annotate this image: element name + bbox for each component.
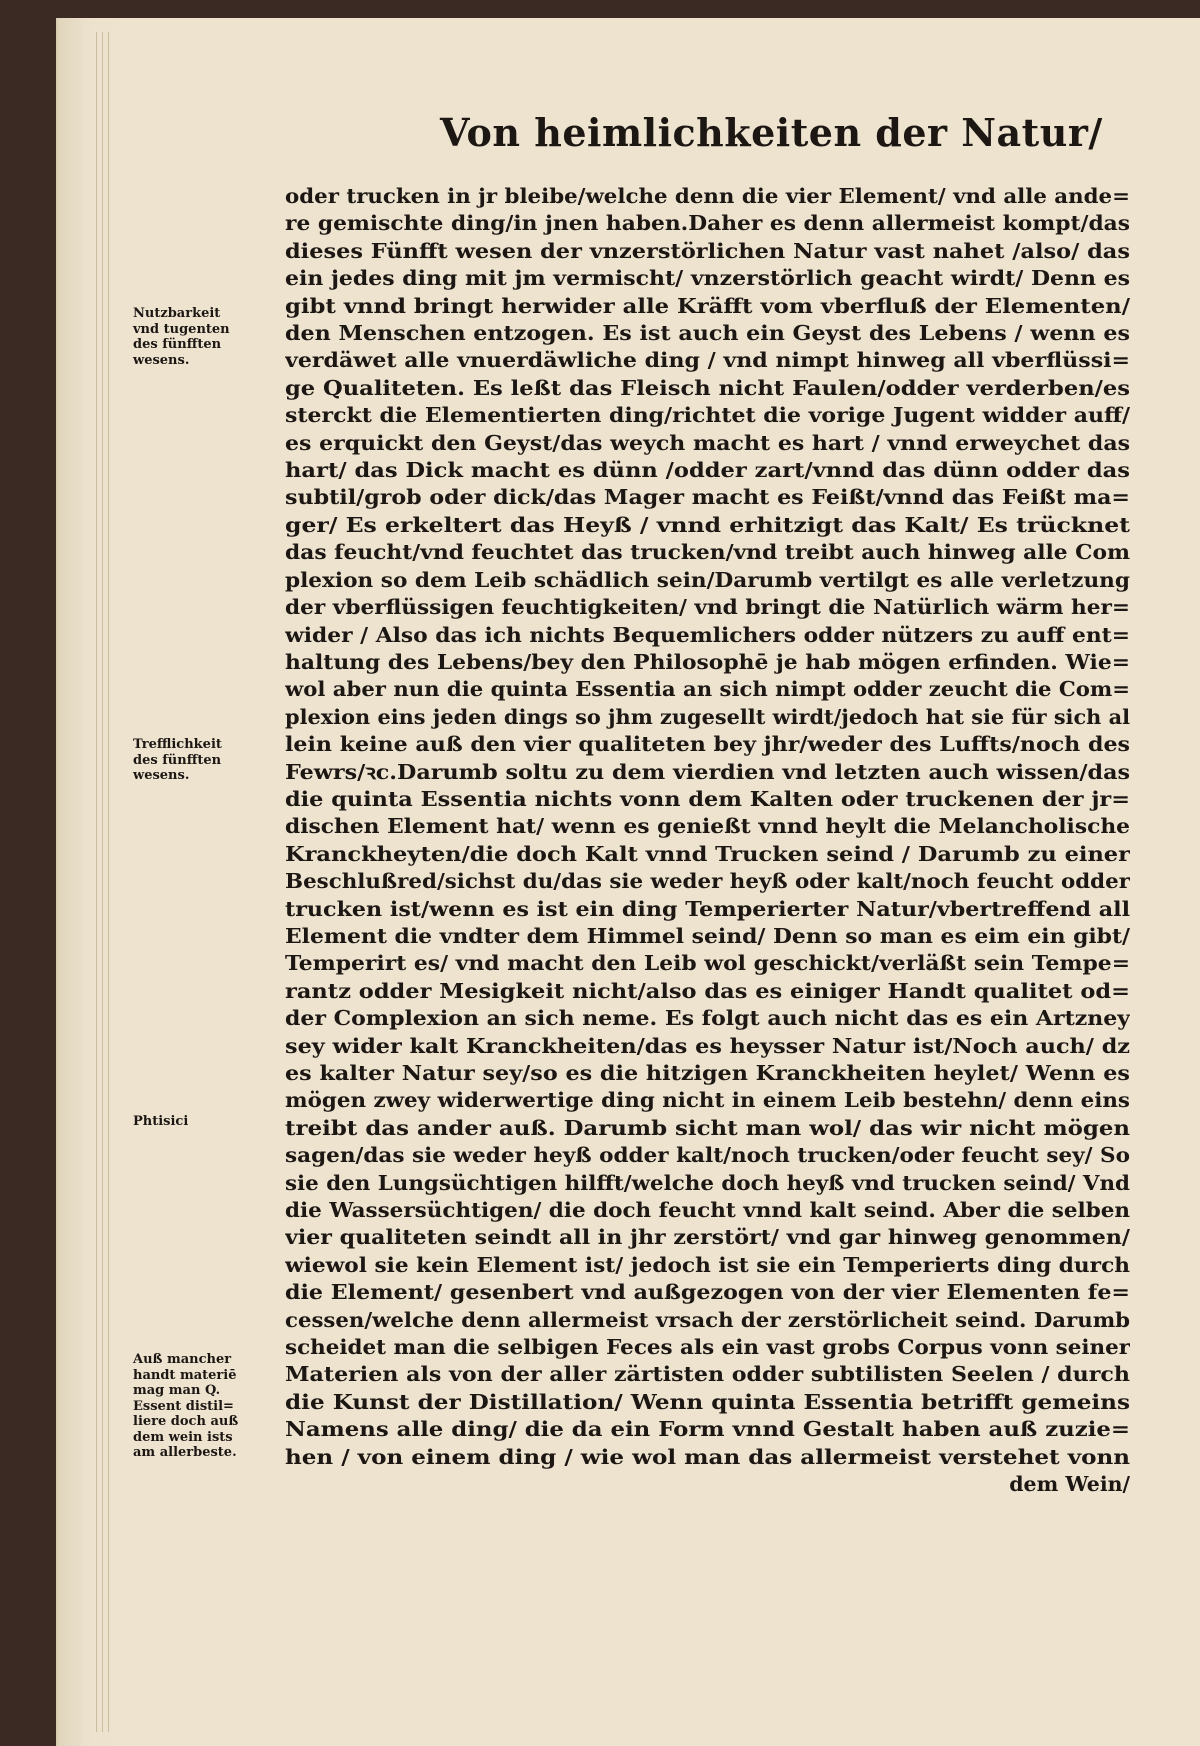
- text-line: ger/ Es erkeltert das Heyß / vnnd erhitzigt das Kalt/ Es trücknet: [285, 512, 1130, 537]
- text-line: die quinta Essentia nichts vonn dem Kalten oder truckenen der jr=: [285, 786, 1130, 811]
- text-line: lein keine auß den vier qualiteten bey jhr/weder des Luffts/noch des: [285, 732, 1130, 757]
- text-line: es erquickt den Geyst/das weych macht es hart / vnnd erweychet das: [285, 430, 1130, 455]
- margin-note-usefulness: Nutzbarkeit vnd tugenten des fünfften wesens.: [133, 306, 230, 368]
- text-line: es kalter Natur sey/so es die hitzigen Kranckheiten heylet/ Wenn es: [285, 1061, 1130, 1085]
- text-line: treibt das ander auß. Darumb sicht man wol/ das wir nicht mögen: [285, 1115, 1130, 1140]
- text-line: plexion so dem Leib schädlich sein/Darumb vertilgt es alle verletzung: [285, 567, 1130, 592]
- text-line: ge Qualiteten. Es leßt das Fleisch nicht Faulen/odder verderben/es: [285, 375, 1130, 400]
- text-line: wider / Also das ich nichts Bequemlichers odder nützers zu auff ent=: [285, 622, 1130, 647]
- text-line: sterckt die Elementierten ding/richtet die vorige Jugent widder auff/: [285, 403, 1130, 428]
- margin-note-excellence: Trefflichkeit des fünfften wesens.: [133, 737, 222, 783]
- text-line: sey wider kalt Kranckheiten/das es heysser Natur ist/Noch auch/ dz: [285, 1033, 1130, 1058]
- text-line: cessen/welche denn allermeist vrsach der zerstörlicheit seind. Darumb: [285, 1307, 1130, 1332]
- text-line: sagen/das sie weder heyß odder kalt/noch trucken/oder feucht sey/ So: [285, 1143, 1130, 1168]
- body-text: [285, 183, 1130, 1499]
- text-line: Temperirt es/ vnd macht den Leib wol geschickt/verläßt sein Tempe=: [285, 951, 1130, 976]
- text-line: haltung des Lebens/bey den Philosophē je hab mögen erfinden. Wie=: [285, 649, 1130, 674]
- text-line: Namens alle ding/ die da ein Form vnnd Gestalt haben auß zuzie=: [285, 1417, 1130, 1442]
- text-line: sie den Lungsüchtigen hilfft/welche doch heyß vnd trucken seind/ Vnd: [285, 1170, 1130, 1195]
- text-line: den Menschen entzogen. Es ist auch ein Geyst des Lebens / wenn es: [285, 321, 1130, 346]
- text-line: dieses Fünfft wesen der vnzerstörlichen Natur vast nahet /also/ das: [285, 238, 1130, 263]
- page-edge-line: [108, 32, 109, 1732]
- text-line: subtil/grob oder dick/das Mager macht es Feißt/vnnd das Feißt ma=: [285, 485, 1130, 510]
- text-line: der Complexion an sich neme. Es folgt auch nicht das es ein Artzney: [285, 1006, 1130, 1031]
- text-line: hart/ das Dick macht es dünn /odder zart/vnnd das dünn odder das: [285, 458, 1130, 483]
- text-line: gibt vnnd bringt herwider alle Kräfft vom vberfluß der Elementen/: [285, 293, 1130, 318]
- text-line: ein jedes ding mit jm vermischt/ vnzerstörlich geacht wirdt/ Denn es: [285, 266, 1130, 291]
- text-line: die Element/ gesenbert vnd außgezogen von der vier Elementen fe=: [285, 1280, 1130, 1305]
- text-line: Kranckheyten/die doch Kalt vnnd Trucken seind / Darumb zu einer: [285, 841, 1130, 866]
- text-line: wiewol sie kein Element ist/ jedoch ist sie ein Temperierts ding durch: [285, 1252, 1130, 1277]
- text-line: der vberflüssigen feuchtigkeiten/ vnd bringt die Natürlich wärm her=: [285, 595, 1130, 620]
- text-line: dischen Element hat/ wenn es genießt vnnd heylt die Melancholische: [285, 814, 1130, 839]
- margin-note-distillation: Auß mancher handt materiē mag man Q. Essent distil= liere doch auß dem wein ists am allerbeste.: [133, 1352, 239, 1460]
- page-gutter: [58, 18, 118, 1746]
- text-line: mögen zwey widerwertige ding nicht in einem Leib bestehn/ denn eins: [285, 1088, 1130, 1113]
- text-line: Element die vndter dem Himmel seind/ Denn so man es eim ein gibt/: [285, 923, 1130, 948]
- page-edge-line: [96, 32, 97, 1732]
- text-line: das feucht/vnd feuchtet das trucken/vnd treibt auch hinweg alle Com: [285, 540, 1130, 565]
- text-line: scheidet man die selbigen Feces als ein vast grobs Corpus vonn seiner: [285, 1335, 1130, 1360]
- text-line: oder trucken in jr bleibe/welche denn die vier Element/ vnd alle ande=: [285, 184, 1130, 208]
- text-line: plexion eins jeden dings so jhm zugesellt wirdt/jedoch hat sie für sich al: [285, 704, 1130, 729]
- margin-note-phtisici: Phtisici: [133, 1114, 189, 1129]
- text-line: die Wassersüchtigen/ die doch feucht vnnd kalt seind. Aber die selben: [285, 1198, 1130, 1223]
- text-line: trucken ist/wenn es ist ein ding Temperierter Natur/vbertreffend all: [285, 896, 1130, 921]
- text-line: hen / von einem ding / wie wol man das allermeist verstehet vonn: [285, 1444, 1130, 1469]
- text-line: Materien als von der aller zärtisten odder subtilisten Seelen / durch: [285, 1362, 1130, 1387]
- text-line: verdäwet alle vnuerdäwliche ding / vnd nimpt hinweg all vberflüssi=: [285, 348, 1130, 373]
- text-line: die Kunst der Distillation/ Wenn quinta Essentia betrifft gemeins: [285, 1389, 1130, 1414]
- catchword: dem Wein/: [1009, 1472, 1130, 1497]
- text-line: wol aber nun die quinta Essentia an sich nimpt odder zeucht die Com=: [285, 677, 1130, 702]
- page-edge-line: [102, 32, 103, 1732]
- text-line: Fewrs/ꝛc.Darumb soltu zu dem vierdien vnd letzten auch wissen/das: [285, 759, 1130, 784]
- text-line: rantz odder Mesigkeit nicht/also das es einiger Handt qualitet od=: [285, 978, 1130, 1003]
- running-head: Von heimlichkeiten der Natur/: [440, 110, 1103, 155]
- text-line: re gemischte ding/in jnen haben.Daher es denn allermeist kompt/das: [285, 211, 1130, 236]
- text-line: vier qualiteten seindt all in jhr zerstört/ vnd gar hinweg genommen/: [285, 1225, 1130, 1250]
- text-line: Beschlußred/sichst du/das sie weder heyß oder kalt/noch feucht odder: [285, 869, 1130, 894]
